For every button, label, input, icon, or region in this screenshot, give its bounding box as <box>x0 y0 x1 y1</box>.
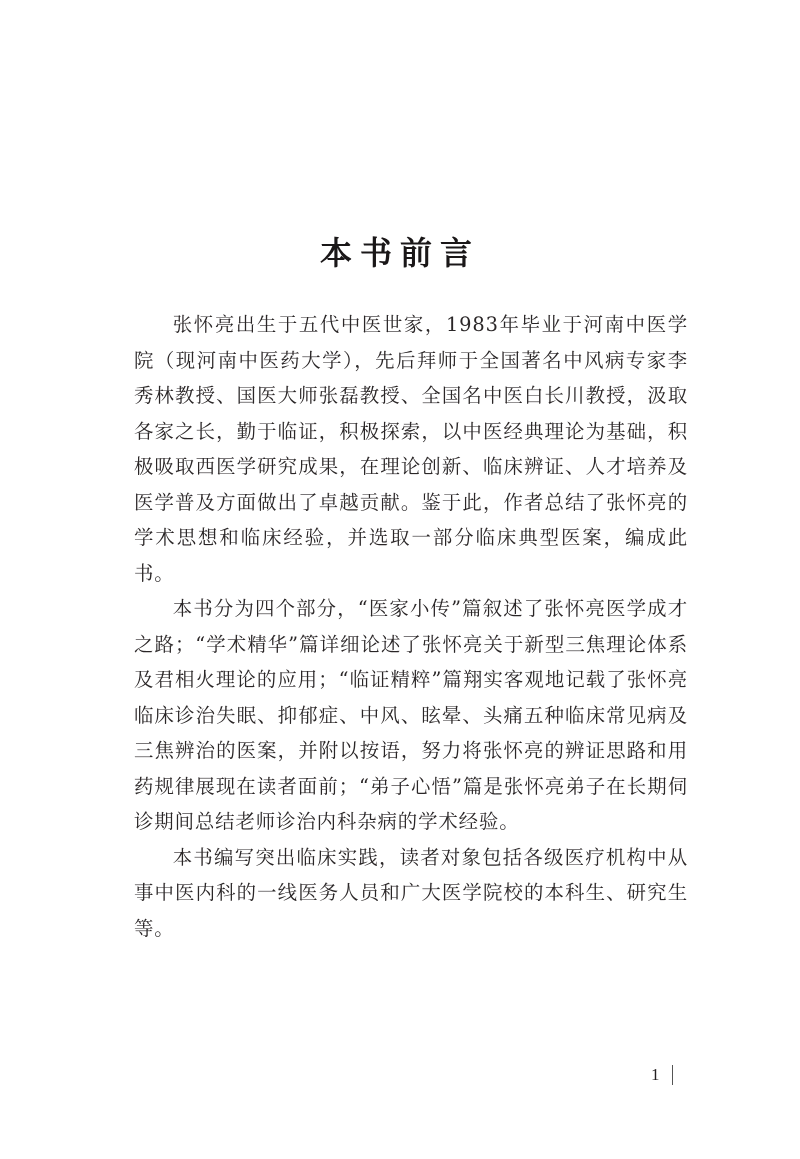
page-footer <box>651 1063 673 1087</box>
page-title: 本书前言 <box>319 234 480 273</box>
page-number-divider <box>672 1065 673 1085</box>
paragraph-book-structure: 本书分为四个部分，“医家小传”篇叙述了张怀亮医学成才之路；“学术精华”篇详细论述了张怀亮关于新型三焦理论体系及君相火理论的应用；“临证精粹”篇翔实客观地记载了张怀亮临床诊治失眠、抑郁症、中风、眩晕、头痛五种临床常见病及三焦辨治的医案，并附以按语，努力将张怀亮的辨证思路和用药规律展现在读者面前；“弟子心悟”篇是张怀亮弟子在长期伺诊期间总结老师诊治内科杂病的学术经验。 <box>134 597 688 833</box>
paragraph-author-background: 张怀亮出生于五代中医世家，1983年毕业于河南中医学院（现河南中医药大学），先后拜师于全国著名中风病专家李秀林教授、国医大师张磊教授、全国名中医白长川教授，汲取各家之长，勤于临证，积极探索，以中医经典理论为基础，积极吸取西医学研究成果，在理论创新、临床辨证、人才培养及医学普及方面做出了卓越贡献。鉴于此，作者总结了张怀亮的学术思想和临床经验，并选取一部分临床典型医案，编成此书。 <box>134 313 688 585</box>
page-number: 1 <box>651 1065 660 1084</box>
preface-body <box>134 307 688 946</box>
paragraph-target-readers: 本书编写突出临床实践，读者对象包括各级医疗机构中从事中医内科的一线医务人员和广大医学院校的本科生、研究生等。 <box>134 845 688 940</box>
